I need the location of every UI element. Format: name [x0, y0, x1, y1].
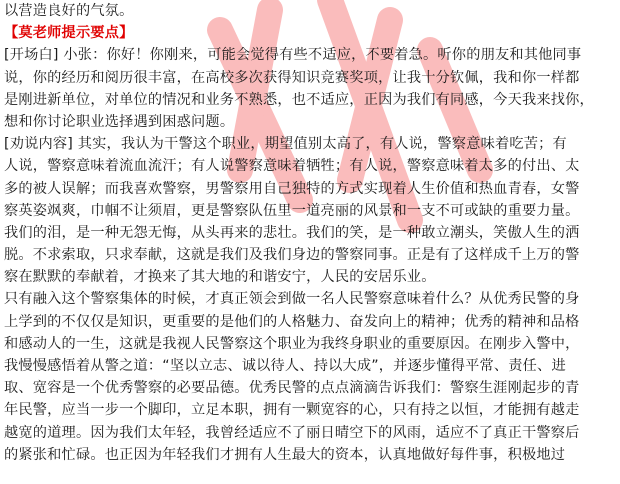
closing-line-4: 我慢慢感悟着从警之道：“坚以立志、诚以待人、持以大成”，并逐步懂得平常、责任、进	[4, 358, 566, 374]
persuasion-line-4: 察英姿飒爽，巾帼不让须眉，更是警察队伍里一道亮丽的风景和一支不可或缺的重要力量。	[4, 202, 580, 219]
persuasion-line-7: 察在默默的奉献着，才换来了其大地的和谐安宁，人民的安居乐业。	[4, 269, 436, 286]
intro-line: 以营造良好的气氛。	[4, 3, 134, 19]
closing-line-3: 和感动人的一生，这就是我视人民警察这个职业为我终身职业的重要原因。在刚步入警中，	[4, 335, 580, 352]
persuasion-line-6: 脱。不求索取，只求奉献，这就是我们及我们身边的警察同事。正是有了这样成千上万的警	[4, 247, 580, 264]
section-heading: 【莫老师提示要点】	[4, 25, 134, 42]
persuasion-line-5: 我们的泪，是一种无怨无悔，从头再来的悲壮。我们的笑，是一种敢立潮头，笑傲人生的洒	[4, 224, 580, 241]
closing-line-1: 只有融入这个警察集体的时候，才真正领会到做一名人民警察意味着什么？从优秀民警的身	[4, 291, 580, 308]
closing-line-5: 取、宽容是一个优秀警察的必要品德。优秀民警的点点滴滴告诉我们：警察生涯刚起步的青	[4, 380, 580, 397]
persuasion-line-1: [劝说内容] 其实，我认为干警这个职业，期望值别太高了，有人说，警察意味着吃苦；有	[4, 136, 567, 153]
document-body	[4, 0, 616, 466]
opening-line-3: 是刚进新单位，对单位的情况和业务不熟悉，也不适应，正因为我们有同感，今天我来找你，	[4, 91, 594, 108]
opening-line-1: [开场白] 小张：你好！你刚来，可能会觉得有些不适应，不要着急。听你的朋友和其他同事	[4, 47, 582, 64]
closing-line-8: 的紧张和忙碌。也正因为年轻我们才拥有人生最大的资本，认真地做好每件事，积极地过	[4, 446, 566, 463]
persuasion-line-2: 人说，警察意味着流血流汗；有人说警察意味着牺牲；有人说，警察意味着太多的付出、太	[4, 158, 580, 175]
closing-line-7: 越宽的道理。因为我们太年轻，我曾经适应不了丽日晴空下的风雨，适应不了真正干警察后	[4, 424, 580, 441]
opening-line-2: 说，你的经历和阅历很丰富，在高校多次获得知识竞赛奖项，让我十分钦佩，我和你一样都	[4, 69, 580, 86]
closing-line-6: 年民警，应当一步一个脚印，立足本职，拥有一颗宽容的心，只有持之以恒，才能拥有越走	[4, 402, 580, 419]
opening-line-4: 想和你讨论职业选择遇到困惑问题。	[4, 113, 235, 130]
closing-line-2: 上学到的不仅仅是知识，更重要的是他们的人格魅力、奋发向上的精神；优秀的精神和品格	[4, 313, 580, 330]
persuasion-line-3: 多的被人误解；而我喜欢警察，男警察用自己独特的方式实现着人生价值和热血青春，女警	[4, 180, 580, 197]
